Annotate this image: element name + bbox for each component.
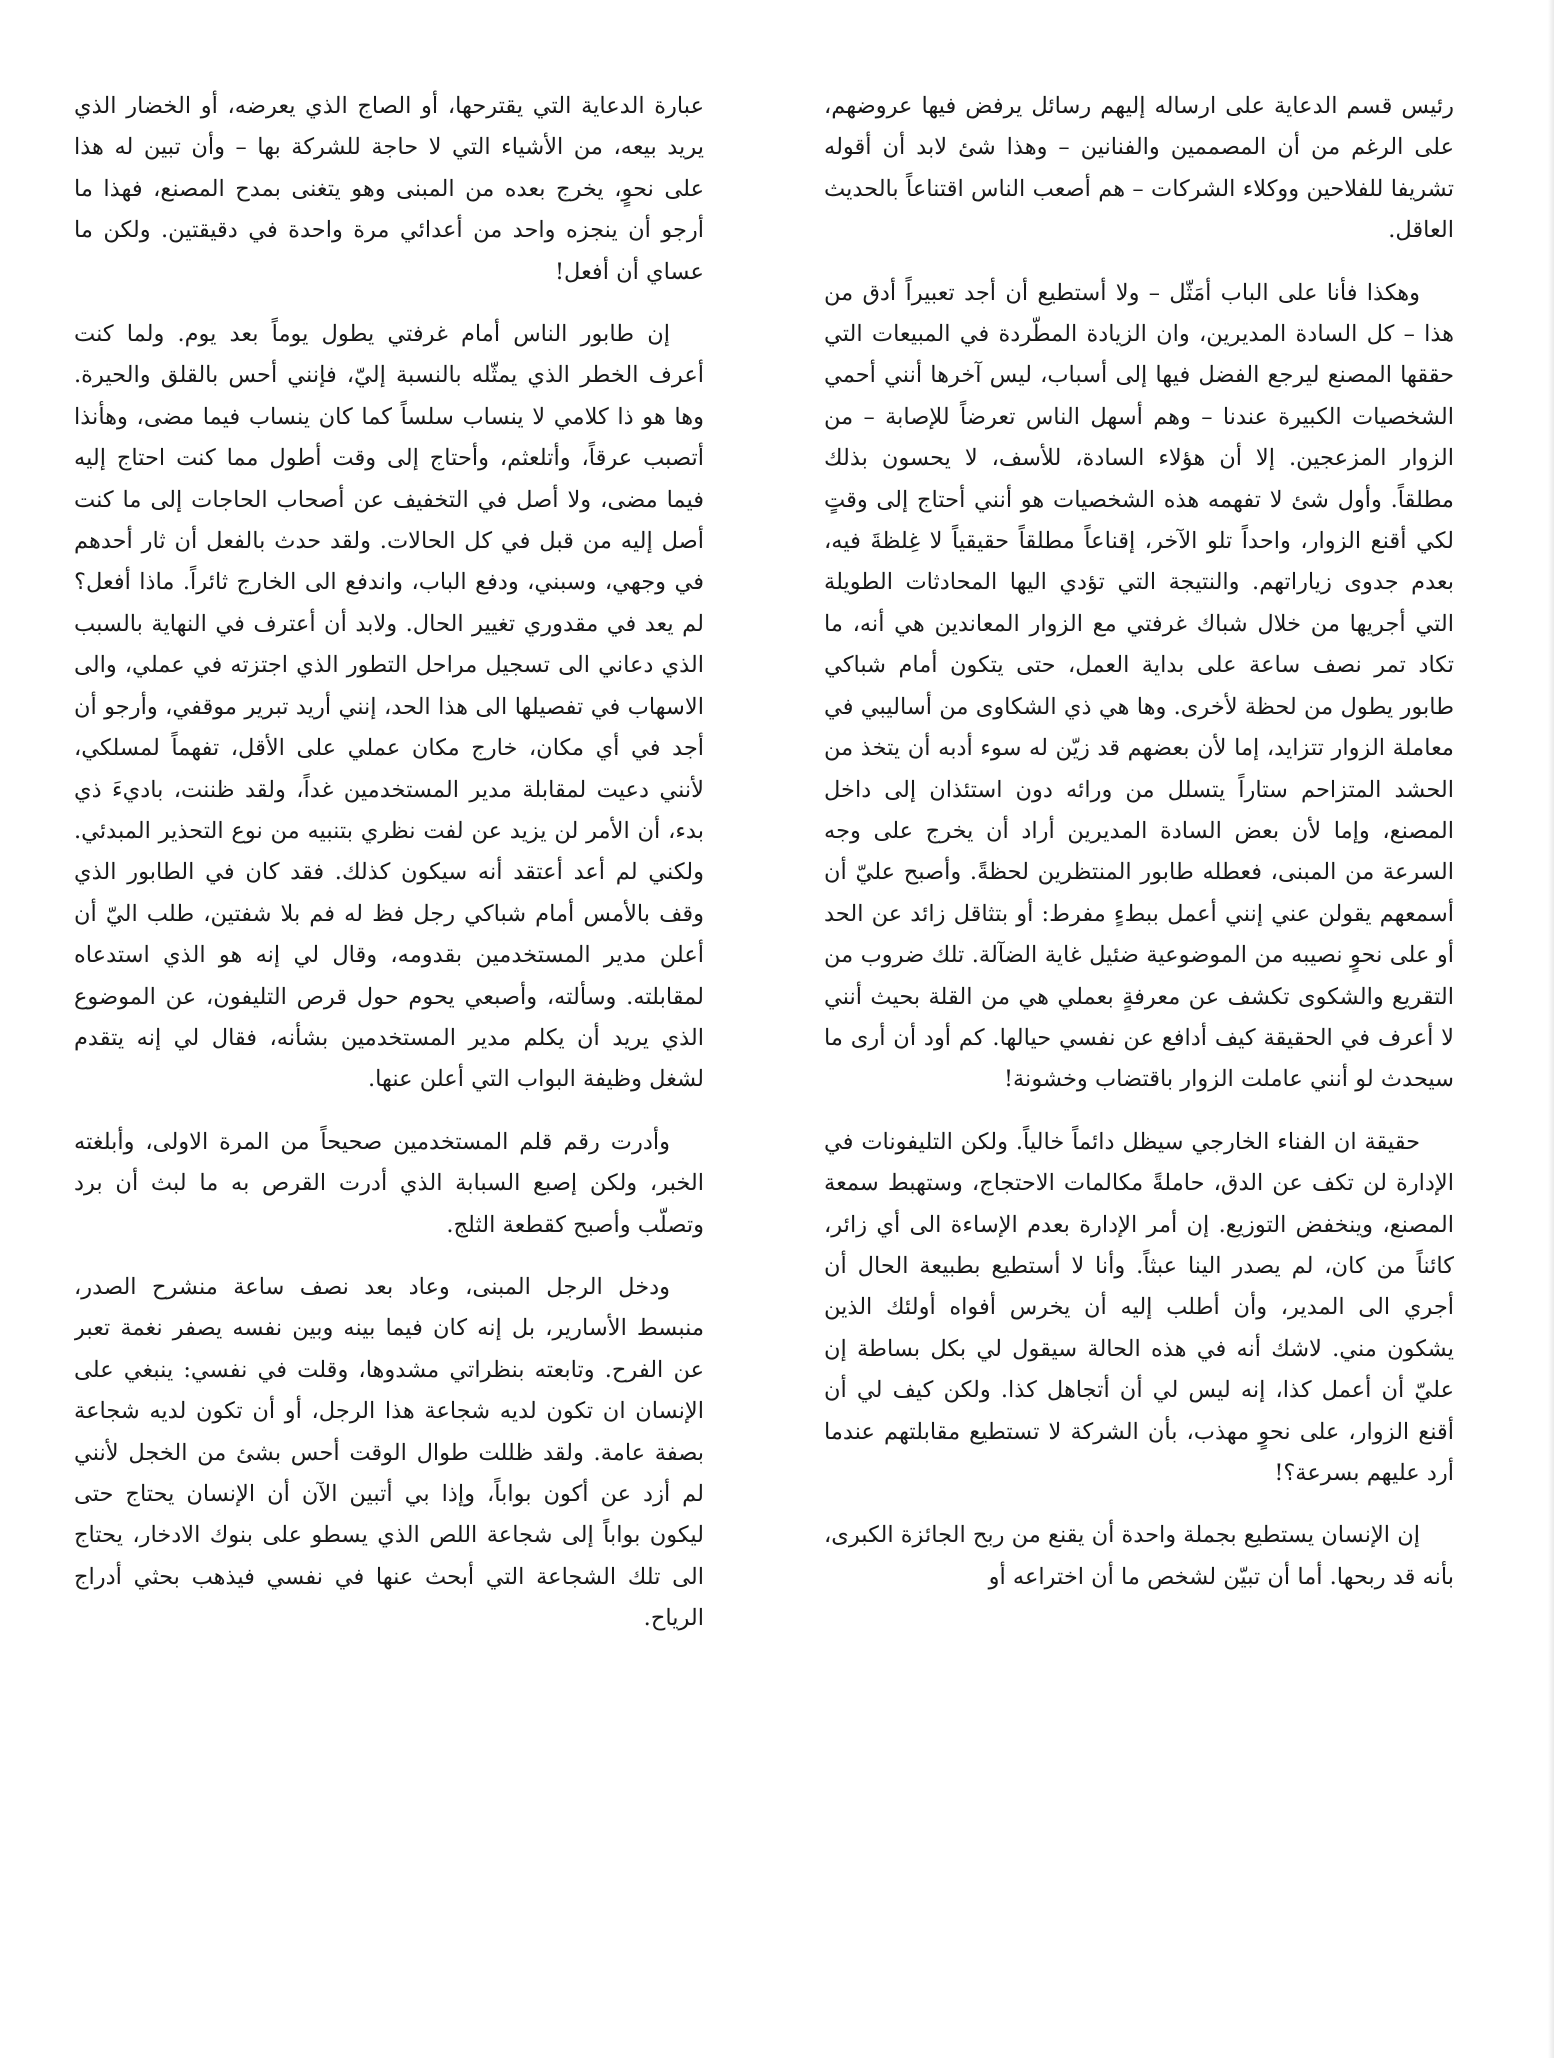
text-column-left xyxy=(74,86,704,2036)
paragraph: إن الإنسان يستطيع بجملة واحدة أن يقنع من ربح الجائزة الكبرى، بأنه قد ربحها. أما أن تبيّن لشخص ما أن اختراعه أو xyxy=(824,1522,1454,1590)
text-column-right xyxy=(824,86,1454,2036)
paragraph: رئيس قسم الدعاية على ارساله إليهم رسائل يرفض فيها عروضهم، على الرغم من أن المصممين والفنانين – وهذا شئ لابد أن أقوله تشريفا للفلاحين ووكلاء الشركات – هم أصعب الناس اقتناعاً بالحديث العاقل. xyxy=(824,93,1454,244)
page-edge-shadow xyxy=(1548,0,1554,2058)
paragraph: وأدرت رقم قلم المستخدمين صحيحاً من المرة الاولى، وأبلغته الخبر، ولكن إصبع السبابة الذي أدرت القرص به ما لبث أن برد وتصلّب وأصبح كقطعة الثلج. xyxy=(74,1128,704,1238)
paragraph: حقيقة ان الفناء الخارجي سيظل دائماً خالياً. ولكن التليفونات في الإدارة لن تكف عن الدق، حاملةً مكالمات الاحتجاج، وستهبط سمعة المصنع، وينخفض التوزيع. إن أمر الإدارة بعدم الإساءة الى أي زائر، كائناً من كان، لم يصدر الينا عبثاً. وأنا لا أستطيع بطبيعة الحال أن أجري الى المدير، وأن أطلب إليه أن يخرس أفواه أولئك الذين يشكون مني. لاشك أنه في هذه الحالة سيقول لي بكل بساطة إن عليّ أن أعمل كذا، إنه ليس لي أن أتجاهل كذا. ولكن كيف لي أن أقنع الزوار، على نحوٍ مهذب، بأن الشركة لا تستطيع مقابلتهم عندما أرد عليهم بسرعة؟! xyxy=(824,1128,1454,1486)
paragraph: وهكذا فأنا على الباب أمَثّل – ولا أستطيع أن أجد تعبيراً أدق من هذا – كل السادة المديرين، وان الزيادة المطّردة في المبيعات التي حققها المصنع ليرجع الفضل فيها إلى أسباب، ليس آخرها أنني أحمي الشخصيات الكبيرة عندنا – وهم أسهل الناس تعرضاً للإصابة – من الزوار المزعجين. إلا أن هؤلاء السادة، للأسف، لا يحسون بذلك مطلقاً. وأول شئ لا تفهمه هذه الشخصيات هو أنني أحتاج إلى وقتٍ لكي أقنع الزوار، واحداً تلو الآخر، إقناعاً مطلقاً حقيقياً لا غِلظةَ فيه، بعدم جدوى زياراتهم. والنتيجة التي تؤدي اليها المحادثات الطويلة التي أجريها من خلال شباك غرفتي مع الزوار المعاندين هي أنه، ما تكاد تمر نصف ساعة على بداية العمل، حتى يتكون أمام شباكي طابور يطول من لحظة لأخرى. وها هي ذي الشكاوى من أساليبي في معاملة الزوار تتزايد، إما لأن بعضهم قد زيّن له سوء أدبه أن يتخذ من الحشد المتزاحم ستاراً يتسلل من ورائه دون استئذان إلى داخل المصنع، وإما لأن بعض السادة المديرين أراد أن يخرج على وجه السرعة من المبنى، فعطله طابور المنتظرين لحظةً. وأصبح عليّ أن أسمعهم يقولن عني إنني أعمل ببطءٍ مفرط: أو بتثاقل زائد عن الحد أو على نحوٍ نصيبه من الموضوعية ضئيل غاية الضآلة. تلك ضروب من التقريع والشكوى تكشف عن معرفةٍ بعملي هي من القلة بحيث أنني لا أعرف في الحقيقة كيف أدافع عن نفسي حيالها. كم أود أن أرى ما سيحدث لو أنني عاملت الزوار باقتضاب وخشونة! xyxy=(824,279,1454,1093)
paragraph: عبارة الدعاية التي يقترحها، أو الصاج الذي يعرضه، أو الخضار الذي يريد بيعه، من الأشياء التي لا حاجة للشركة بها – وأن تبين له هذا على نحوٍ، يخرج بعده من المبنى وهو يتغنى بمدح المصنع، فهذا ما أرجو أن ينجزه واحد من أعدائي مرة واحدة في دقيقتين. ولكن ما عساي أن أفعل! xyxy=(74,93,704,285)
paragraph: إن طابور الناس أمام غرفتي يطول يوماً بعد يوم. ولما كنت أعرف الخطر الذي يمثّله بالنسبة إليّ، فإنني أحس بالقلق والحيرة. وها هو ذا كلامي لا ينساب سلساً كما كان ينساب فيما مضى، وهأنذا أتصبب عرقاً، وأتلعثم، وأحتاج إلى وقت أطول مما كنت احتاج إليه فيما مضى، ولا أصل في التخفيف عن أصحاب الحاجات إلى ما كنت أصل إليه من قبل في كل الحالات. ولقد حدث بالفعل أن ثار أحدهم في وجهي، وسبني، ودفع الباب، واندفع الى الخارج ثائراً. ماذا أفعل؟ لم يعد في مقدوري تغيير الحال. ولابد أن أعترف في النهاية بالسبب الذي دعاني الى تسجيل مراحل التطور الذي اجتزته في عملي، والى الاسهاب في تفصيلها الى هذا الحد، إنني أريد تبرير موقفي، وأرجو أن أجد في أي مكان، خارج مكان عملي على الأقل، تفهماً لمسلكي، لأنني دعيت لمقابلة مدير المستخدمين غداً، ولقد ظننت، باديءَ ذي بدء، أن الأمر لن يزيد عن لفت نظري بتنبيه من نوع التحذير المبدئي. ولكني لم أعد أعتقد أنه سيكون كذلك. فقد كان في الطابور الذي وقف بالأمس أمام شباكي رجل فظ له فم بلا شفتين، طلب اليّ أن أعلن مدير المستخدمين بقدومه، وقال لي إنه هو الذي استدعاه لمقابلته. وسألته، وأصبعي يحوم حول قرص التليفون، عن الموضوع الذي يريد أن يكلم مدير المستخدمين بشأنه، فقال لي إنه يتقدم لشغل وظيفة البواب التي أعلن عنها. xyxy=(74,321,704,1093)
paragraph: ودخل الرجل المبنى، وعاد بعد نصف ساعة منشرح الصدر، منبسط الأسارير، بل إنه كان فيما بينه وبين نفسه يصفر نغمة تعبر عن الفرح. وتابعته بنظراتي مشدوها، وقلت في نفسي: ينبغي على الإنسان ان تكون لديه شجاعة هذا الرجل، أو أن تكون لديه شجاعة بصفة عامة. ولقد ظللت طوال الوقت أحس بشئ من الخجل لأنني لم أزد عن أكون بواباً، وإذا بي أتبين الآن أن الإنسان يحتاج حتى ليكون بواباً إلى شجاعة اللص الذي يسطو على بنوك الادخار، يحتاج الى تلك الشجاعة التي أبحث عنها في نفسي فيذهب بحثي أدراج الرياح. xyxy=(74,1273,704,1632)
